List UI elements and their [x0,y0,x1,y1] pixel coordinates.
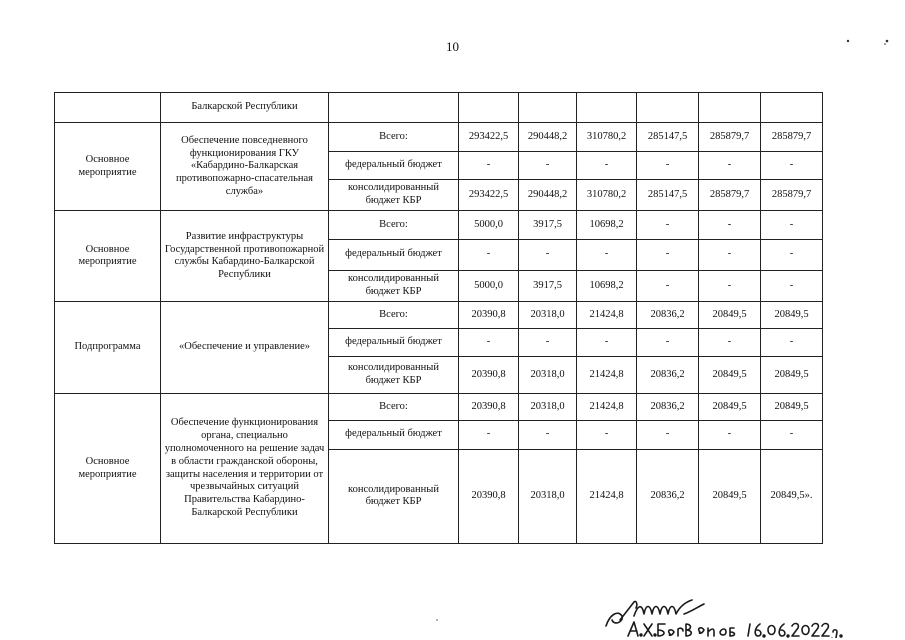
funding-source-cell: Всего: [329,123,459,151]
amount-cell: 21424,8 [577,394,637,420]
amount-cell: 285879,7 [699,179,761,210]
amount-cell: 21424,8 [577,449,637,543]
funding-source-cell: консолидированный бюджет КБР [329,179,459,210]
funding-source-cell: федеральный бюджет [329,239,459,270]
amount-cell: 20318,0 [519,449,577,543]
amount-cell: 20849,5». [761,449,823,543]
amount-cell: 285879,7 [761,179,823,210]
amount-cell: - [699,211,761,239]
program-name-cell: Развитие инфраструктуры Государственной противопожарной службы Кабардино-Балкарской Республики [161,211,329,302]
funding-source-cell: консолидированный бюджет КБР [329,356,459,393]
amount-cell: 20390,8 [459,394,519,420]
amount-cell: - [761,211,823,239]
amount-cell: 20849,5 [761,302,823,328]
amount-cell: 20849,5 [699,302,761,328]
amount-cell: 293422,5 [459,123,519,151]
amount-cell: - [577,328,637,356]
amount-cell: 20849,5 [699,449,761,543]
amount-cell: 21424,8 [577,302,637,328]
amount-cell: 20390,8 [459,449,519,543]
amount-cell: 20849,5 [761,356,823,393]
amount-cell: 285147,5 [637,123,699,151]
amount-cell: 20390,8 [459,356,519,393]
table-row [55,394,823,420]
amount-cell: - [761,270,823,301]
funding-source-cell: федеральный бюджет [329,420,459,449]
amount-cell: 20318,0 [519,394,577,420]
value-cell-empty [761,93,823,123]
funding-source-cell: федеральный бюджет [329,151,459,179]
amount-cell: - [761,151,823,179]
value-cell-empty [577,93,637,123]
type-cell-empty [55,93,161,123]
amount-cell: - [761,420,823,449]
value-cell-empty [637,93,699,123]
amount-cell: 20836,2 [637,356,699,393]
amount-cell: 20849,5 [761,394,823,420]
amount-cell: 285879,7 [699,123,761,151]
amount-cell: - [577,151,637,179]
amount-cell: 285879,7 [761,123,823,151]
page-number: 10 [446,39,459,54]
amount-cell: 20318,0 [519,356,577,393]
program-type-cell: Основное мероприятие [55,394,161,544]
funding-source-cell: консолидированный бюджет КБР [329,270,459,301]
amount-cell: 5000,0 [459,270,519,301]
amount-cell: 310780,2 [577,123,637,151]
amount-cell: - [637,151,699,179]
table-row [55,211,823,239]
amount-cell: 21424,8 [577,356,637,393]
table-row [55,123,823,151]
amount-cell: 20849,5 [699,394,761,420]
amount-cell: - [637,239,699,270]
amount-cell: 310780,2 [577,179,637,210]
amount-cell: - [637,270,699,301]
funding-source-cell: Всего: [329,211,459,239]
program-type-cell: Основное мероприятие [55,123,161,211]
program-name-cell: Обеспечение повседневного функционирования ГКУ «Кабардино-Балкарская противопожарно-спасательная служба» [161,123,329,211]
handwritten-signature [600,596,850,638]
amount-cell: 20836,2 [637,449,699,543]
table-body [55,93,823,544]
funding-source-cell: Всего: [329,394,459,420]
value-cell-empty [519,93,577,123]
program-type-cell: Подпрограмма [55,302,161,394]
amount-cell: 10698,2 [577,211,637,239]
funding-source-cell: консолидированный бюджет КБР [329,449,459,543]
source-cell-empty [329,93,459,123]
funding-source-cell: Всего: [329,302,459,328]
amount-cell: 20849,5 [699,356,761,393]
amount-cell: - [459,239,519,270]
amount-cell: - [637,211,699,239]
amount-cell: 3917,5 [519,270,577,301]
amount-cell: - [519,328,577,356]
amount-cell: 20318,0 [519,302,577,328]
amount-cell: - [519,151,577,179]
amount-cell: - [637,328,699,356]
amount-cell: - [761,328,823,356]
amount-cell: 293422,5 [459,179,519,210]
amount-cell: - [519,420,577,449]
amount-cell: - [637,420,699,449]
amount-cell: - [699,151,761,179]
amount-cell: 290448,2 [519,179,577,210]
budget-table [54,92,823,544]
table-row [55,302,823,328]
funding-source-cell: федеральный бюджет [329,328,459,356]
amount-cell: - [459,420,519,449]
amount-cell: 20836,2 [637,394,699,420]
amount-cell: 20390,8 [459,302,519,328]
program-name-cell: Обеспечение функционирования органа, специально уполномоченного на решение задач в области гражданской обороны, защиты населения и территории от чрезвычайных ситуаций Правительства Кабардино-Балкарской Республики [161,394,329,544]
amount-cell: - [699,270,761,301]
amount-cell: 20836,2 [637,302,699,328]
amount-cell: - [699,420,761,449]
amount-cell: - [699,328,761,356]
value-cell-empty [699,93,761,123]
amount-cell: 285147,5 [637,179,699,210]
amount-cell: 290448,2 [519,123,577,151]
amount-cell: - [699,239,761,270]
value-cell-empty [459,93,519,123]
amount-cell: - [459,328,519,356]
program-type-cell: Основное мероприятие [55,211,161,302]
amount-cell: - [577,239,637,270]
name-cell-carryover: Балкарской Республики [161,93,329,123]
amount-cell: - [459,151,519,179]
amount-cell: 10698,2 [577,270,637,301]
amount-cell: - [577,420,637,449]
amount-cell: 5000,0 [459,211,519,239]
table-row-carryover [55,93,823,123]
amount-cell: 3917,5 [519,211,577,239]
amount-cell: - [519,239,577,270]
program-name-cell: «Обеспечение и управление» [161,302,329,394]
amount-cell: - [761,239,823,270]
